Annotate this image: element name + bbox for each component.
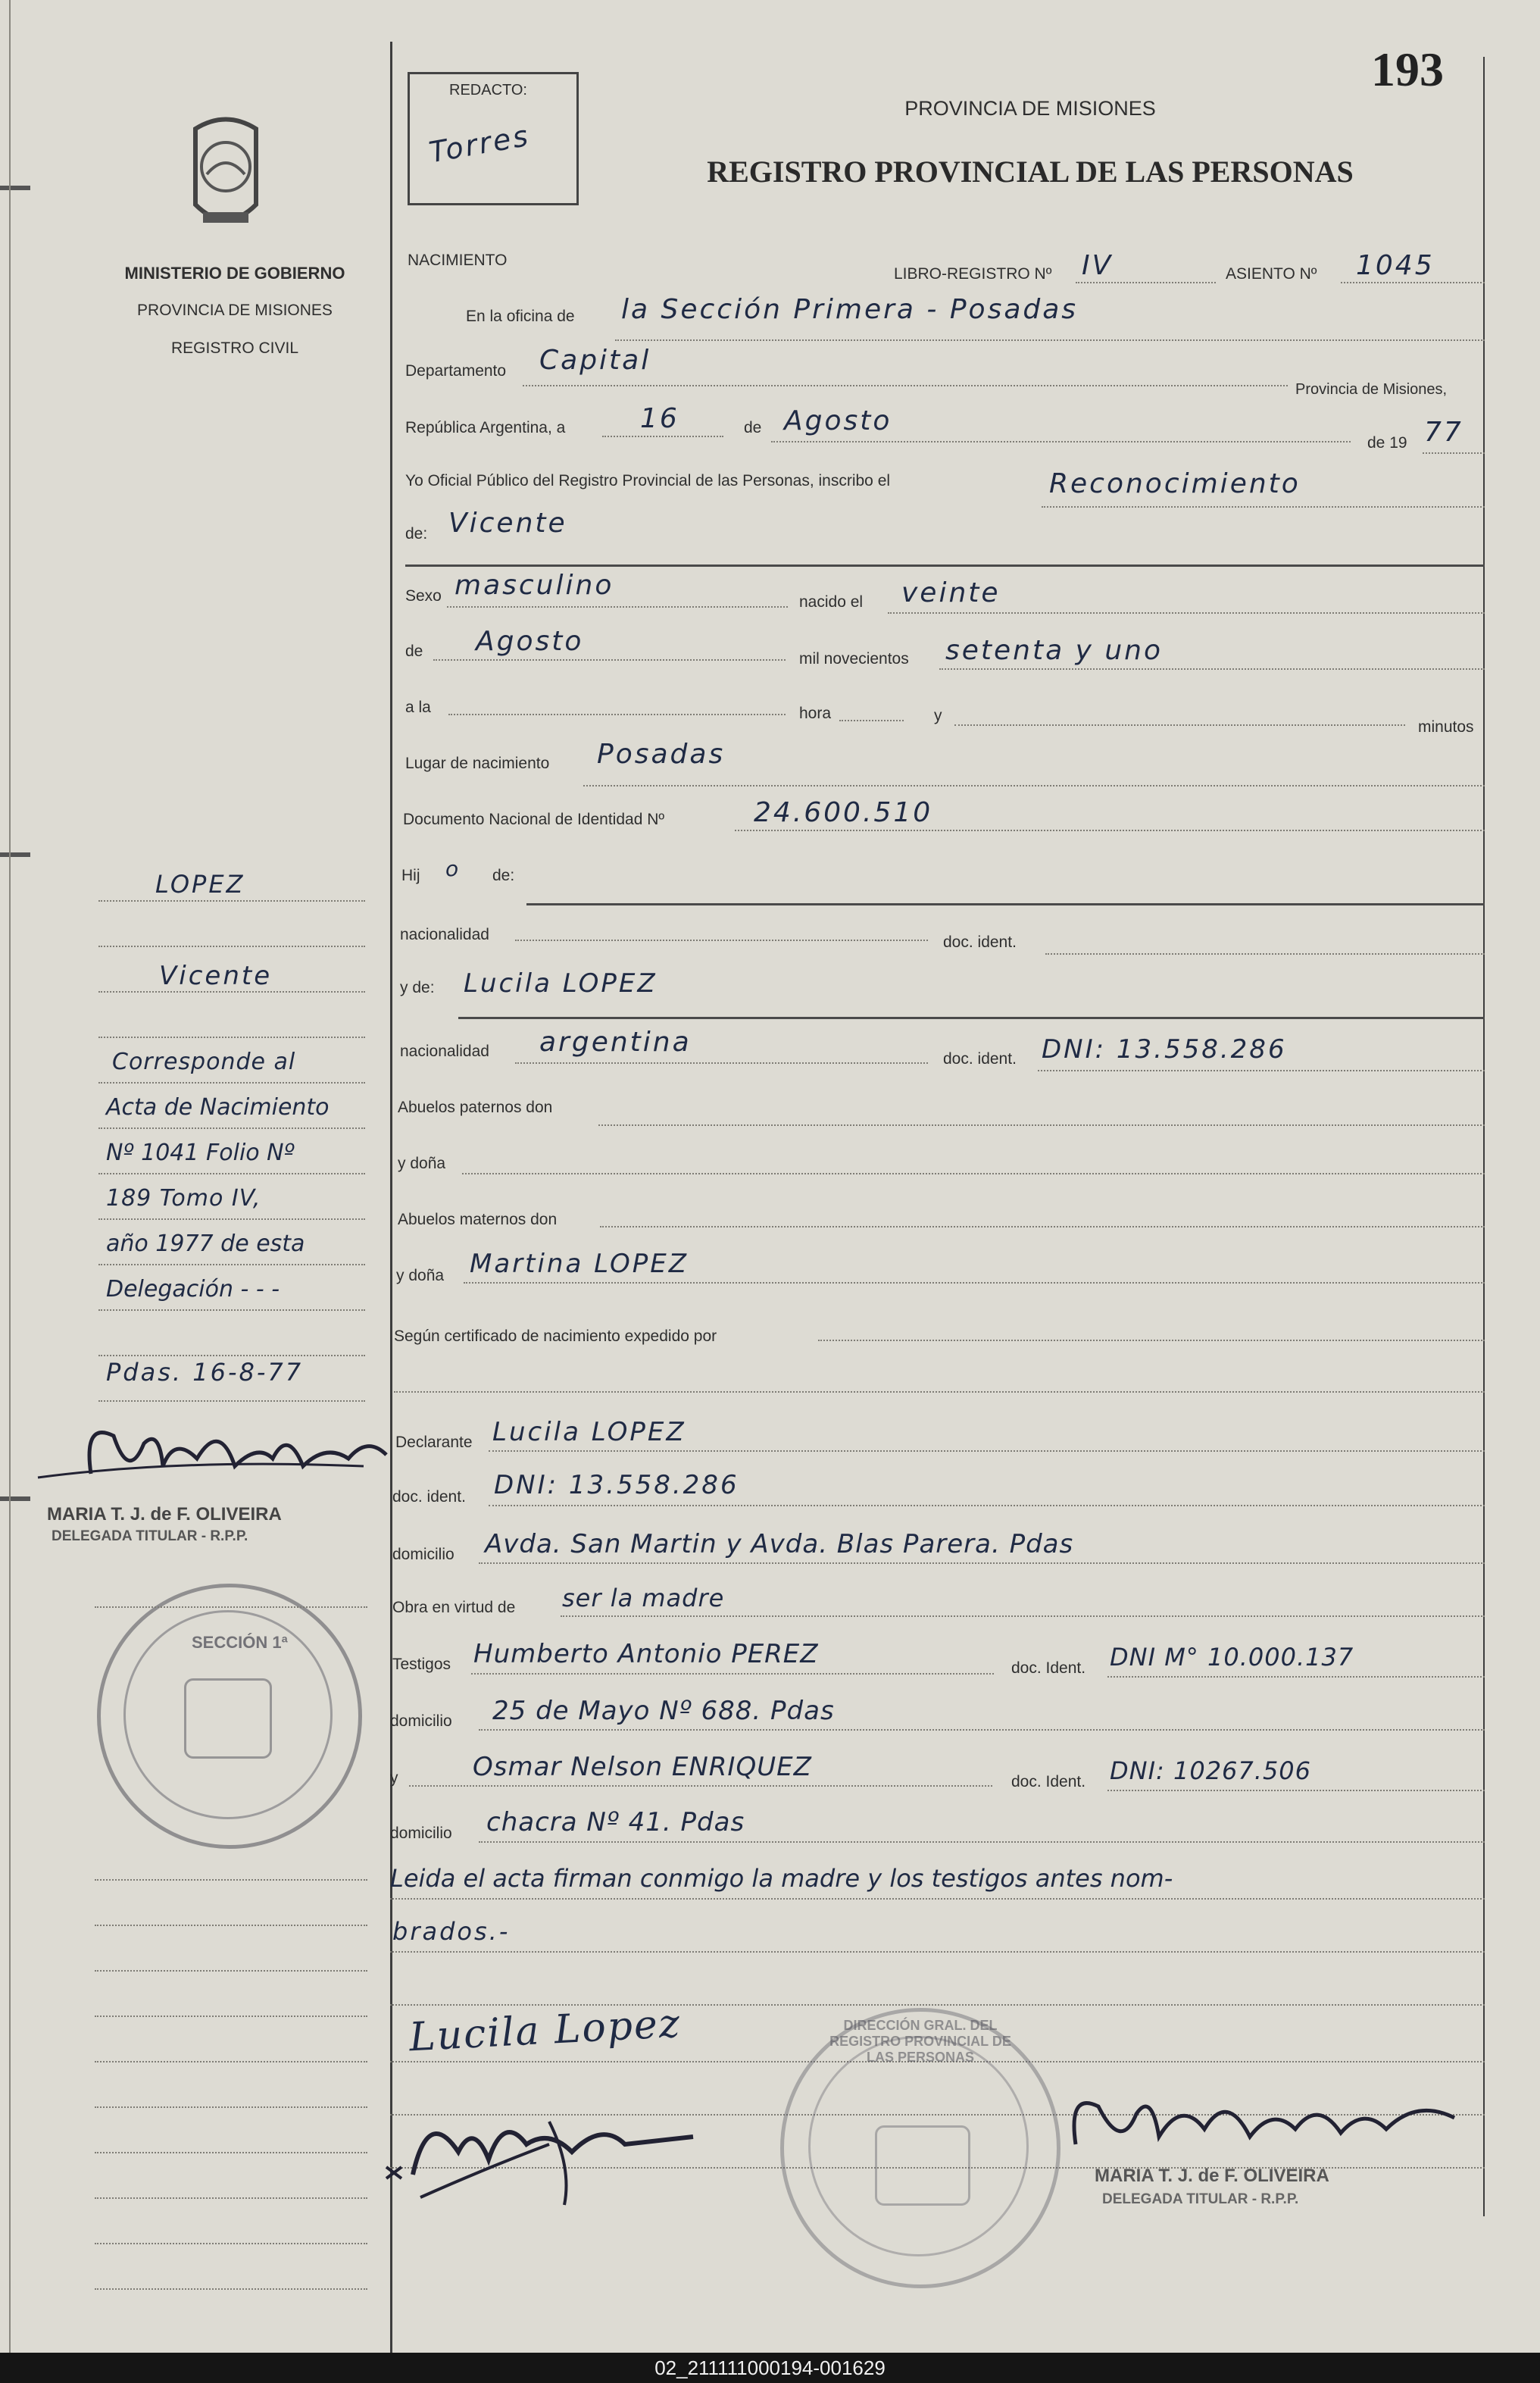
dni-line: [735, 830, 1485, 831]
sidebar-line: [98, 1309, 365, 1311]
certificado-label: Según certificado de nacimiento expedido por: [394, 1328, 717, 1345]
sidebar-note-line: Nº 1041 Folio Nº: [106, 1140, 295, 1166]
de-label: de: [744, 419, 762, 436]
binding-punch-mark: [0, 1496, 30, 1501]
sidebar-surname: LOPEZ: [155, 870, 245, 899]
abuelos-maternos-line: [600, 1226, 1485, 1227]
redacto-box: [408, 72, 579, 205]
hij-value: o: [445, 856, 461, 881]
obra-value: ser la madre: [562, 1584, 725, 1612]
sexo-line: [447, 606, 788, 608]
mother-signature: Lucila Lopez: [408, 2000, 683, 2061]
binding-punch-mark: [0, 852, 30, 857]
month-line: [771, 441, 1351, 443]
departamento-label: Departamento: [405, 362, 507, 380]
certificado-line-2: [394, 1391, 1485, 1393]
sidebar-given-name: Vicente: [159, 961, 273, 991]
mil-label: mil novecientos: [799, 650, 909, 668]
dni-label: Documento Nacional de Identidad Nº: [403, 811, 665, 828]
lugar-line: [583, 785, 1485, 787]
header-province: PROVINCIA DE MISIONES: [904, 97, 1156, 120]
province-coat-of-arms-icon: [180, 114, 271, 242]
closing-text-line-2: brados.-: [392, 1917, 511, 1946]
doc-ident-line: [1045, 953, 1485, 955]
libro-line: [1076, 282, 1216, 283]
declarante-doc: DNI: 13.558.286: [494, 1470, 739, 1500]
domicilio-value: Avda. San Martin y Avda. Blas Parera. Pdas: [485, 1529, 1074, 1559]
year-value: 77: [1424, 417, 1463, 448]
abuela-materna-label: y doña: [396, 1267, 445, 1284]
sidebar-note-line: Acta de Nacimiento: [106, 1094, 330, 1121]
de-person-label: de:: [405, 525, 428, 543]
asiento-value: 1045: [1356, 250, 1435, 281]
mother-doc-label: doc. ident.: [943, 1050, 1017, 1068]
abuelos-paternos-line: [598, 1124, 1485, 1126]
sidebar-line: [98, 991, 365, 993]
sidebar-line: [95, 2061, 367, 2062]
nacido-label: nacido el: [799, 593, 864, 611]
sidebar-line: [95, 2288, 367, 2290]
stamp-ring-text: DIRECCIÓN GRAL. DEL REGISTRO PROVINCIAL DE LAS PERSONAS: [829, 2018, 1011, 2065]
page-left-edge: [9, 0, 11, 2353]
officer-signature-right: [1053, 2076, 1477, 2159]
mother-nationality-label: nacionalidad: [400, 1043, 489, 1060]
sidebar-ministry: MINISTERIO DE GOBIERNO: [124, 264, 345, 283]
sidebar-line: [98, 1355, 365, 1356]
abuelos-paternos-label: Abuelos paternos don: [398, 1099, 553, 1116]
obra-label: Obra en virtud de: [392, 1599, 516, 1616]
declarante-doc-label: doc. ident.: [392, 1488, 466, 1506]
minutos-line: [954, 724, 1405, 726]
form-type-label: NACIMIENTO: [408, 252, 508, 269]
testigo1-doc-line: [1107, 1676, 1485, 1678]
testigo2-domicilio-label: domicilio: [390, 1825, 452, 1842]
testigo2-value: Osmar Nelson ENRIQUEZ: [473, 1752, 812, 1782]
inscribo-line: [1042, 506, 1485, 508]
libro-value: IV: [1082, 250, 1114, 281]
sidebar-line: [98, 1127, 365, 1129]
minutos-label: minutos: [1418, 718, 1474, 736]
ala-label: a la: [405, 699, 431, 716]
testigo1-value: Humberto Antonio PEREZ: [473, 1639, 819, 1669]
oficina-label: En la oficina de: [466, 308, 575, 325]
birth-month-line: [433, 659, 786, 661]
testigo2-doc-line: [1107, 1790, 1485, 1791]
dni-value: 24.600.510: [754, 797, 933, 828]
day-value: 16: [640, 403, 679, 434]
stamp-inner-text: SECCIÓN 1ª: [192, 1633, 288, 1652]
sexo-label: Sexo: [405, 587, 442, 605]
person-name: Vicente: [448, 508, 567, 539]
sidebar-line: [98, 1264, 365, 1265]
redacto-label: REDACTO:: [449, 82, 527, 99]
year-line: [1423, 452, 1485, 454]
testigo2-doc: DNI: 10267.506: [1110, 1756, 1312, 1785]
abuela-materna-line: [464, 1282, 1485, 1284]
registry-seal-stamp-right: [780, 2008, 1061, 2288]
sidebar-line: [98, 1400, 365, 1402]
sidebar-line: [98, 1082, 365, 1084]
closing-text-line-1: Leida el acta firman conmigo la madre y los testigos antes nom-: [390, 1864, 1173, 1893]
redacto-value: Torres: [426, 118, 533, 170]
mil-line: [939, 668, 1485, 670]
asiento-label: ASIENTO Nº: [1226, 265, 1317, 283]
sidebar-line: [95, 1606, 367, 1608]
sidebar-place-date: Pdas. 16-8-77: [106, 1358, 304, 1387]
stamp-emblem-icon: [184, 1678, 272, 1759]
declarante-doc-line: [489, 1505, 1485, 1506]
sidebar-line: [95, 2106, 367, 2108]
abuela-paterna-label: y doña: [398, 1155, 446, 1172]
ala-line: [448, 714, 786, 715]
sidebar-registry: REGISTRO CIVIL: [170, 339, 299, 357]
abuela-materna-value: Martina LOPEZ: [470, 1249, 689, 1279]
stamp-emblem-icon: [875, 2125, 970, 2206]
sidebar-line: [98, 900, 365, 902]
hora-line: [839, 720, 904, 721]
sidebar-note-line: Delegación - - -: [106, 1276, 280, 1303]
sidebar-line: [95, 1925, 367, 1926]
page-number: 193: [1371, 42, 1444, 96]
oficina-value: la Sección Primera - Posadas: [621, 294, 1079, 325]
libro-label: LIBRO-REGISTRO Nº: [894, 265, 1052, 283]
birth-month: Agosto: [476, 626, 584, 657]
obra-line: [561, 1615, 1485, 1617]
de2-label: de: [405, 643, 423, 660]
certificado-line: [818, 1340, 1485, 1341]
sidebar-officer-title: DELEGADA TITULAR - R.P.P.: [52, 1528, 248, 1544]
testigo2-domicilio-line: [479, 1841, 1485, 1843]
declarante-line: [489, 1450, 1485, 1452]
closing-line-1: [390, 1898, 1485, 1900]
column-divider: [390, 42, 392, 2353]
asiento-line: [1341, 282, 1485, 283]
departamento-value: Capital: [539, 345, 651, 376]
testigos-label: Testigos: [392, 1656, 451, 1673]
y-label: y: [934, 707, 942, 724]
domicilio-line: [479, 1562, 1485, 1564]
mother-nationality-line: [515, 1062, 928, 1064]
image-code-footer: 02_211111000194-001629: [0, 2353, 1540, 2383]
sidebar-officer-name: MARIA T. J. de F. OLIVEIRA: [47, 1504, 282, 1525]
mother-line: [458, 1017, 1485, 1019]
testigo1-domicilio: 25 de Mayo Nº 688. Pdas: [492, 1696, 835, 1726]
father-line: [526, 903, 1485, 905]
sidebar-line: [95, 1879, 367, 1881]
person-name-line: [405, 564, 1485, 567]
binding-punch-mark: [0, 186, 30, 190]
sidebar-line: [95, 1970, 367, 1972]
registry-seal-stamp-left: [97, 1584, 362, 1849]
testigo2-line: [409, 1785, 992, 1787]
lugar-label: Lugar de nacimiento: [405, 755, 550, 772]
page-right-rule: [1483, 57, 1485, 2216]
hora-label: hora: [799, 705, 832, 722]
sidebar-line: [98, 946, 365, 947]
sidebar-note-line: 189 Tomo IV,: [106, 1185, 261, 1212]
testigo1-doc-label: doc. Ident.: [1011, 1659, 1086, 1677]
testigo1-domicilio-label: domicilio: [390, 1712, 452, 1730]
sidebar-line: [98, 1037, 365, 1038]
domicilio-label: domicilio: [392, 1546, 455, 1563]
provincia-suffix: Provincia de Misiones,: [1295, 381, 1448, 398]
sidebar-note-line: Corresponde al: [112, 1049, 296, 1075]
oficial-text: Yo Oficial Público del Registro Provincial de las Personas, inscribo el: [405, 472, 891, 489]
year-prefix: de 19: [1367, 434, 1407, 452]
hij-de-label: de:: [492, 867, 515, 884]
sexo-value: masculino: [455, 570, 614, 601]
month-value: Agosto: [784, 405, 892, 436]
testigo2-y-label: y: [390, 1769, 398, 1787]
mother-name: Lucila LOPEZ: [464, 968, 658, 999]
sidebar-line: [95, 2016, 367, 2017]
inscribo-value: Reconocimiento: [1049, 468, 1301, 499]
sidebar-line: [98, 1218, 365, 1220]
sidebar-line: [95, 2243, 367, 2244]
testigo1-line: [471, 1673, 994, 1675]
abuelos-maternos-label: Abuelos maternos don: [398, 1211, 558, 1228]
testigo2-doc-label: doc. Ident.: [1011, 1773, 1086, 1790]
republica-label: República Argentina, a: [405, 419, 566, 436]
officer-signature-left: [30, 1413, 394, 1496]
sidebar-line: [98, 1173, 365, 1174]
sidebar-line: [95, 2197, 367, 2199]
closing-line-2: [390, 1951, 1485, 1953]
mother-doc: DNI: 13.558.286: [1042, 1034, 1287, 1065]
mil-value: setenta y uno: [945, 635, 1164, 666]
yde-label: y de:: [400, 979, 435, 996]
page-title: REGISTRO PROVINCIAL DE LAS PERSONAS: [707, 155, 1354, 189]
doc-ident-label: doc. ident.: [943, 933, 1017, 951]
testigo1-domicilio-line: [479, 1729, 1485, 1731]
nacido-value: veinte: [901, 577, 1001, 608]
oficina-line: [615, 339, 1485, 341]
hij-label: Hij: [401, 867, 420, 884]
nacionalidad-line: [515, 940, 928, 941]
lugar-value: Posadas: [597, 739, 726, 770]
nacido-line: [888, 612, 1485, 614]
testigo1-doc: DNI M° 10.000.137: [1110, 1643, 1354, 1672]
departamento-line: [523, 385, 1288, 386]
officer-title: DELEGADA TITULAR - R.P.P.: [1102, 2191, 1299, 2207]
sidebar-note-line: año 1977 de esta: [106, 1231, 305, 1257]
day-line: [602, 436, 723, 437]
witness-signature: [375, 2076, 739, 2213]
declarante-label: Declarante: [395, 1434, 473, 1451]
sidebar-line: [95, 2152, 367, 2153]
abuela-paterna-line: [462, 1173, 1485, 1174]
mother-doc-line: [1038, 1070, 1485, 1071]
nacionalidad-label: nacionalidad: [400, 926, 489, 943]
declarante-value: Lucila LOPEZ: [492, 1417, 686, 1447]
sidebar-province: PROVINCIA DE MISIONES: [137, 302, 333, 319]
testigo2-domicilio: chacra Nº 41. Pdas: [486, 1807, 745, 1837]
blank-line: [390, 2004, 1485, 2006]
mother-nationality: argentina: [539, 1027, 692, 1058]
officer-name: MARIA T. J. de F. OLIVEIRA: [1095, 2166, 1329, 2186]
